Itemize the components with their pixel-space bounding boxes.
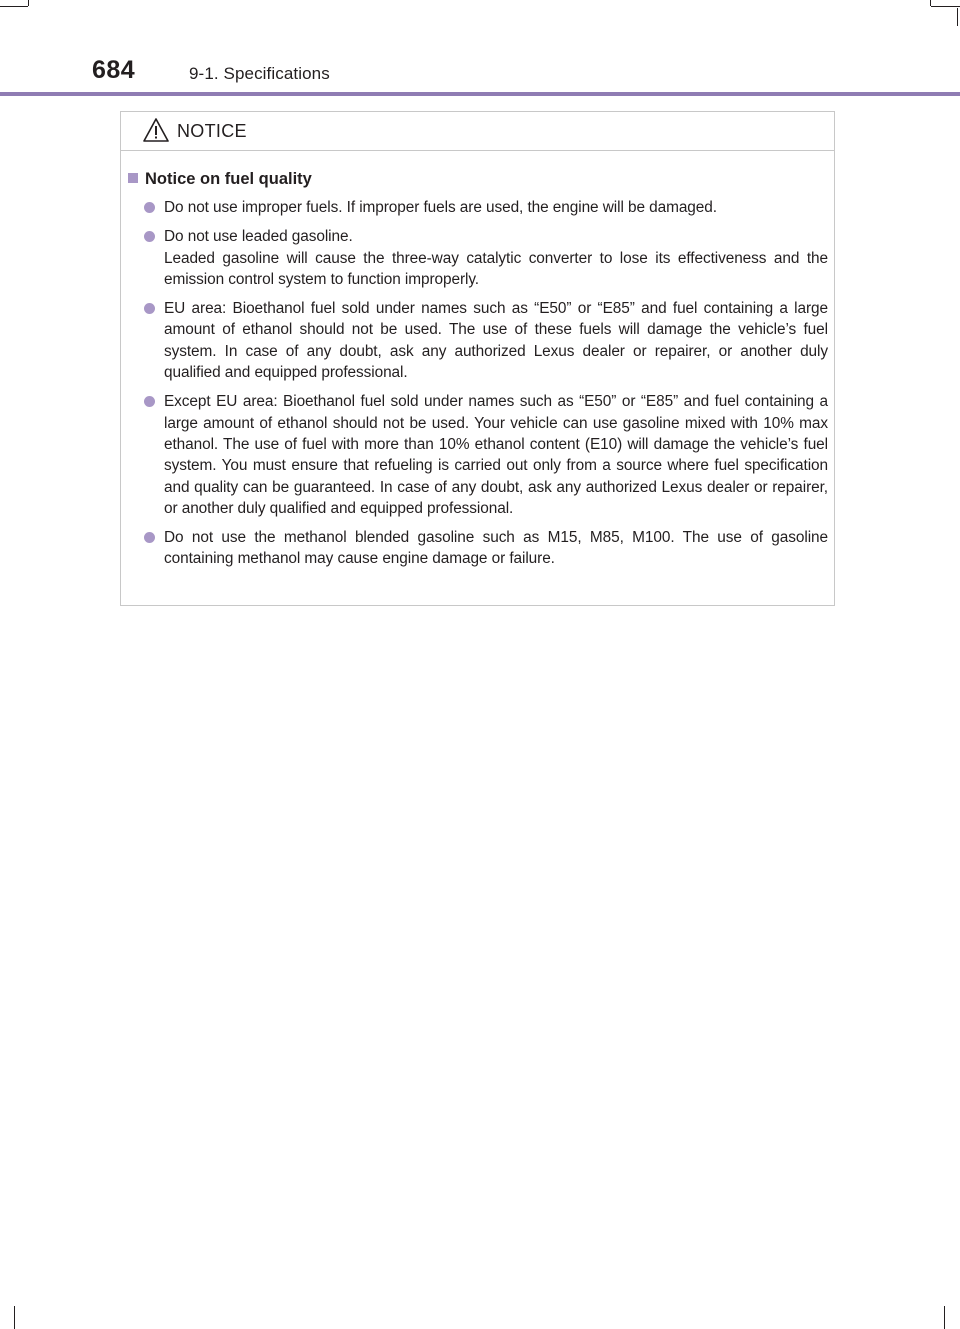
bullet-dot-icon [144,303,155,314]
crop-mark-top-left-vertical [28,0,29,6]
square-bullet-icon [128,173,138,183]
notice-box [120,111,835,606]
list-item-text: Leaded gasoline will cause the three-way catalytic converter to lose its effectiveness and the emission control system to function improperly. [164,249,828,288]
section-title: 9-1. Specifications [189,64,330,83]
bullet-dot-icon [144,202,155,213]
header-rule [0,92,960,96]
list-item [144,197,828,218]
list-item-text: EU area: Bioethanol fuel sold under names such as “E50” or “E85” and fuel containing a large amount of ethanol should not be used. The use of these fuels will damage the vehicle’s fuel system. In case of any doubt, ask any authorized Lexus dealer or repairer, or another duly qualified and equipped professional. [164,300,828,382]
notice-subheading [128,170,312,189]
bullet-dot-icon [144,231,155,242]
bullet-dot-icon [144,396,155,407]
crop-mark-top-right-horizontal [931,6,960,7]
list-item-text: Do not use the methanol blended gasoline such as M15, M85, M100. The use of gasoline containing methanol may cause engine damage or failure. [164,529,828,568]
notice-subheading-text: Notice on fuel quality [145,170,312,188]
page-header [92,56,960,92]
notice-bullet-list [144,197,828,578]
bullet-dot-icon [144,532,155,543]
notice-header [121,112,834,151]
list-item [144,298,828,383]
list-item-text: Do not use improper fuels. If improper fuels are used, the engine will be damaged. [164,199,717,216]
crop-mark-right-tick [957,8,958,26]
warning-triangle-icon [142,117,170,143]
list-item [144,391,828,519]
list-item [144,226,828,290]
page-number: 684 [92,56,136,84]
list-item [144,527,828,570]
notice-title: NOTICE [177,121,247,141]
list-item-text: Except EU area: Bioethanol fuel sold under names such as “E50” or “E85” and fuel containing a large amount of ethanol should not be used. Your vehicle can use gasoline mixed with 10% max ethanol. The use of fuel with more than 10% ethanol content (E10) will damage the vehicle’s fuel system. You must ensure that refueling is carried out only from a source where fuel specification and quality can be guaranteed. In case of any doubt, ask any authorized Lexus dealer or repairer, or another duly qualified and equipped professional. [164,393,828,517]
list-item-text: Do not use leaded gasoline. [164,228,353,246]
crop-mark-top-left-horizontal [0,6,28,7]
crop-mark-bottom-left [14,1306,15,1329]
crop-mark-bottom-right [944,1306,945,1329]
